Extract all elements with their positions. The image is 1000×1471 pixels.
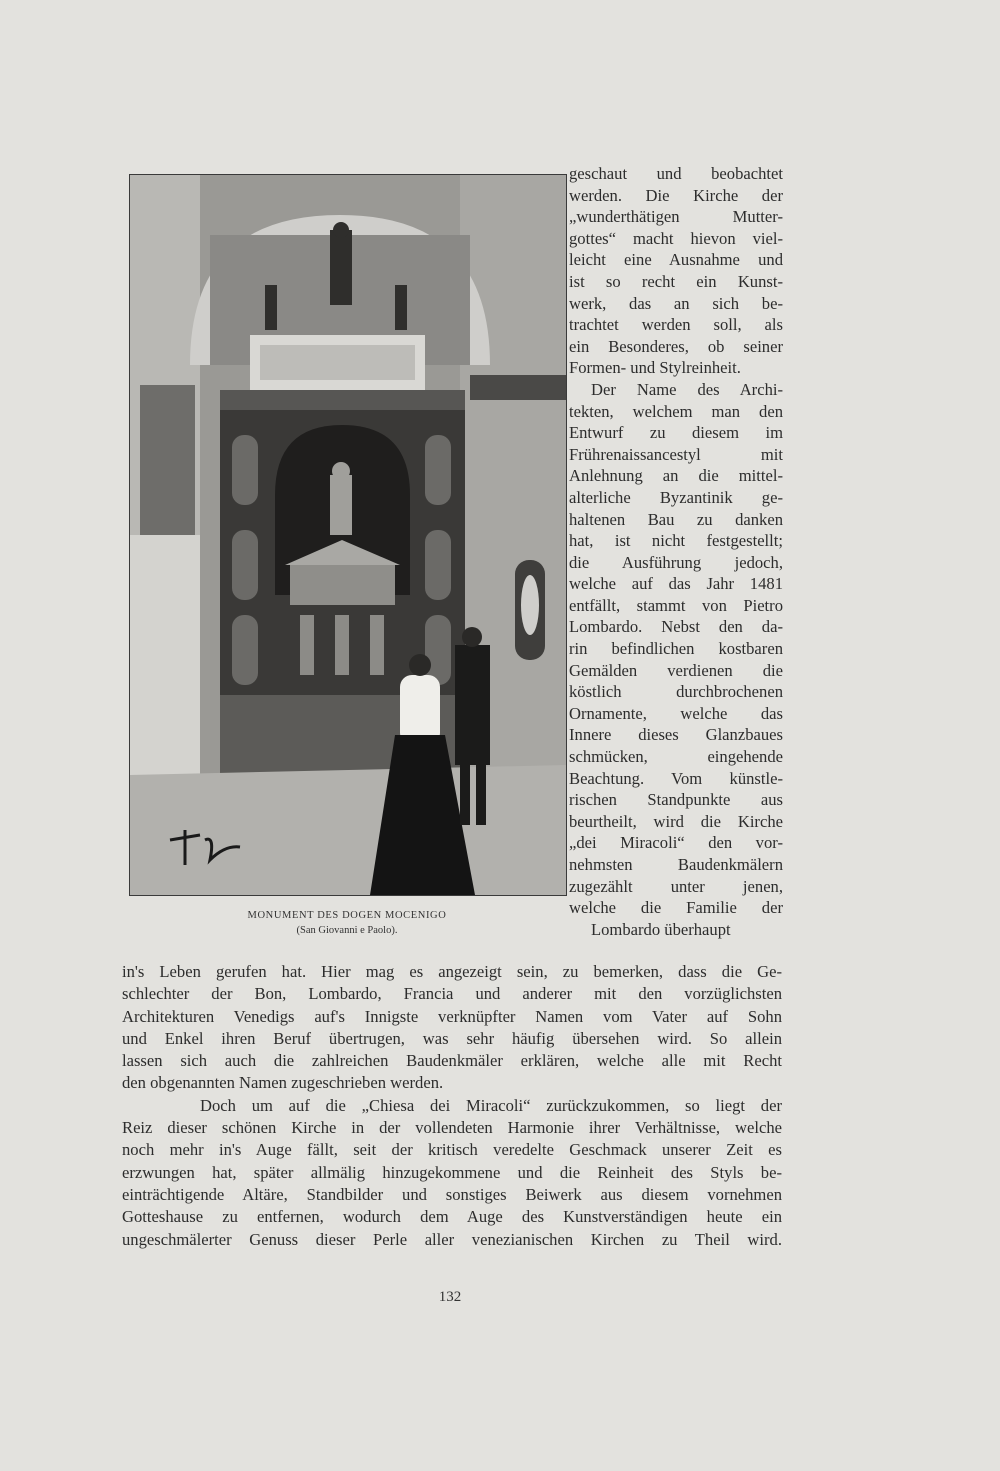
text-line: „dei Miracoli“ den vor- xyxy=(569,833,783,853)
text-line: rin befindlichen kostbaren xyxy=(569,639,783,659)
text-line: Formen- und Stylreinheit. xyxy=(569,358,741,378)
text-line: Architekturen Venedigs auf's Innigste verknüpfter Namen vom Vater auf Sohn xyxy=(122,1006,782,1026)
caption-title: MONUMENT DES DOGEN MOCENIGO xyxy=(247,910,447,921)
text-line: gottes“ macht hievon viel- xyxy=(569,228,783,248)
text-line: haltenen Bau zu danken xyxy=(569,509,783,529)
text-line: noch mehr in's Auge fällt, seit der kritisch veredelte Geschmack unserer Zeit es xyxy=(122,1140,782,1160)
text-line: trachtet werden soll, als xyxy=(569,315,783,335)
text-line: Ornamente, welche das xyxy=(569,703,783,723)
page-number: 132 xyxy=(438,1289,462,1305)
text-line: „wunderthätigen Mutter- xyxy=(569,207,783,227)
text-line: tekten, welchem man den xyxy=(569,401,783,421)
text-line: in's Leben gerufen hat. Hier mag es angezeigt sein, zu bemerken, dass die Ge- xyxy=(122,962,782,981)
text-line: entfällt, stammt von Pietro xyxy=(569,595,783,615)
text-line: alterliche Byzantinik ge- xyxy=(569,487,783,507)
text-line: und Enkel ihren Beruf übertrugen, was sehr häufig übersehen wird. So allein xyxy=(122,1028,782,1048)
text-line: leicht eine Ausnahme und xyxy=(569,250,783,270)
text-line: ungeschmälerter Genuss dieser Perle aller venezianischen Kirchen zu Theil wird. xyxy=(122,1229,782,1249)
text-line: die Ausführung jedoch, xyxy=(569,552,783,572)
text-line: Frührenaissancestyl mit xyxy=(569,444,783,464)
side-column-text xyxy=(569,163,783,940)
text-line: Anlehnung an die mittel- xyxy=(569,466,783,486)
text-line: einträchtigende Altäre, Standbilder und sonstiges Beiwerk aus diesem vornehmen xyxy=(122,1184,782,1204)
text-line: köstlich durchbrochenen xyxy=(569,682,783,702)
text-line: Lombardo überhaupt xyxy=(591,919,731,939)
text-line: werden. Die Kirche der xyxy=(569,185,783,205)
text-line: Lombardo. Nebst den da- xyxy=(569,617,783,637)
text-line: ein Besonderes, ob seiner xyxy=(569,336,783,356)
text-line: Innere dieses Glanzbaues xyxy=(569,725,783,745)
body-paragraphs xyxy=(122,961,782,1251)
text-line: Der Name des Archi- xyxy=(591,379,783,399)
text-line: welche auf das Jahr 1481 xyxy=(569,574,783,594)
text-line: schmücken, eingehende xyxy=(569,747,783,767)
monument-illustration xyxy=(129,174,567,896)
text-line: welche die Familie der xyxy=(569,898,783,918)
text-line: beurtheilt, wird die Kirche xyxy=(569,811,783,831)
text-line: Reiz dieser schönen Kirche in der vollendeten Harmonie ihrer Verhältnisse, welche xyxy=(122,1118,782,1138)
text-line: den obgenannten Namen zugeschrieben werden. xyxy=(122,1073,444,1093)
text-line: lassen sich auch die zahlreichen Baudenkmäler erklären, welche alle mit Recht xyxy=(122,1051,782,1071)
text-line: rischen Standpunkte aus xyxy=(569,790,783,810)
text-line: werk, das an sich be- xyxy=(569,293,783,313)
text-line: nehmsten Baudenkmälern xyxy=(569,855,783,874)
text-line: Doch um auf die „Chiesa dei Miracoli“ zurückzukommen, so liegt der xyxy=(200,1095,782,1115)
caption-subtitle: (San Giovanni e Paolo). xyxy=(296,925,398,936)
text-line: Entwurf zu diesem im xyxy=(569,423,783,443)
text-line: erzwungen hat, später allmälig hinzugekommene und die Reinheit des Styls be- xyxy=(122,1162,782,1182)
figure-caption xyxy=(129,908,565,938)
text-line: schlechter der Bon, Lombardo, Francia und anderer mit den vorzüglichsten xyxy=(122,984,782,1004)
text-line: zugezählt unter jenen, xyxy=(569,876,783,896)
text-line: ist so recht ein Kunst- xyxy=(569,271,783,291)
text-line: Gemälden verdienen die xyxy=(569,660,783,680)
text-line: geschaut und beobachtet xyxy=(569,164,783,183)
text-line: Beachtung. Vom künstle- xyxy=(569,768,783,788)
text-line: Gotteshause zu entfernen, wodurch dem Auge des Kunstverständigen heute ein xyxy=(122,1207,782,1227)
text-line: hat, ist nicht festgestellt; xyxy=(569,531,783,551)
